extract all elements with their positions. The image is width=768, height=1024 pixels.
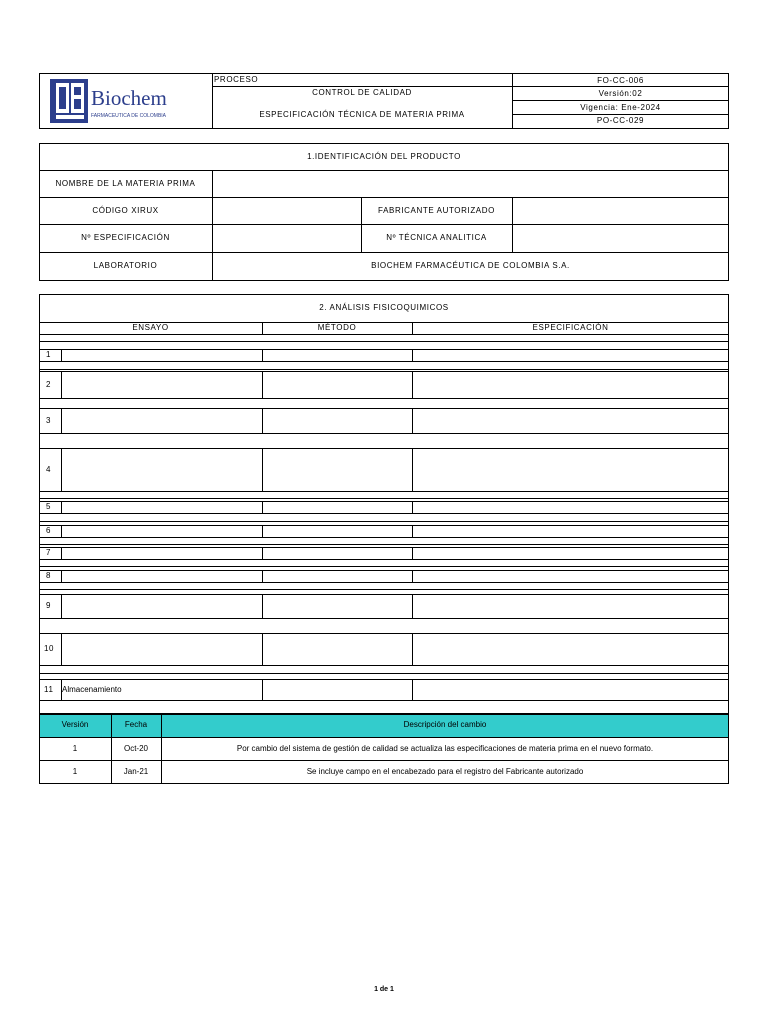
row-number: 9 <box>46 601 52 610</box>
laboratorio-value: BIOCHEM FARMACÉUTICA DE COLOMBIA S.A. <box>371 261 570 270</box>
change-fecha: Oct-20 <box>123 744 148 753</box>
col-fecha-header: Fecha <box>124 720 148 729</box>
identification-title: 1.IDENTIFICACIÓN DEL PRODUCTO <box>307 152 461 161</box>
col-version-header: Versión <box>61 720 89 729</box>
page-number: 1 de 1 <box>374 986 394 993</box>
change-descripcion: Por cambio del sistema de gestión de calidad se actualiza las especificaciones de materia prima en el nuevo formato. <box>236 744 654 753</box>
ensayo-almacenamiento: Almacenamiento <box>62 685 122 694</box>
row-number: 6 <box>46 526 52 535</box>
document-title: ESPECIFICACIÓN TÉCNICA DE MATERIA PRIMA <box>259 110 465 119</box>
codigo-xirux-label: CÓDIGO XIRUX <box>92 206 159 215</box>
analysis-title: 2. ANÁLISIS FISICOQUIMICOS <box>319 303 449 312</box>
area-label: CONTROL DE CALIDAD <box>312 88 412 97</box>
col-ensayo-header: ENSAYO <box>132 323 169 332</box>
col-descripcion-header: Descripción del cambio <box>403 720 487 729</box>
col-especificacion-header: ESPECIFICACIÓN <box>532 323 609 332</box>
row-number: 11 <box>44 685 54 694</box>
change-fecha: Jan-21 <box>123 767 149 776</box>
row-number: 8 <box>46 571 52 580</box>
row-number: 10 <box>44 644 55 653</box>
document-procedure: PO-CC-029 <box>596 116 645 125</box>
row-number: 7 <box>46 548 52 557</box>
row-number: 2 <box>46 380 52 389</box>
row-number: 4 <box>46 465 52 474</box>
nombre-materia-prima-label: NOMBRE DE LA MATERIA PRIMA <box>55 179 196 188</box>
document-vigencia: Vigencia: Ene-2024 <box>580 103 661 112</box>
tecnica-label: Nº TÉCNICA ANALITICA <box>386 233 487 242</box>
col-metodo-header: MÉTODO <box>317 323 357 332</box>
fabricante-label: FABRICANTE AUTORIZADO <box>378 206 495 215</box>
row-number: 3 <box>46 416 52 425</box>
proceso-label: PROCESO <box>214 75 259 84</box>
laboratorio-label: LABORATORIO <box>93 261 158 270</box>
change-descripcion: Se incluye campo en el encabezado para el registro del Fabricante autorizado <box>306 767 584 776</box>
row-number: 1 <box>46 350 52 359</box>
document-version: Versión:02 <box>598 89 643 98</box>
row-number: 5 <box>46 502 52 511</box>
logo-text: Biochem <box>91 86 167 110</box>
logo-subtitle: FARMACEUTICA DE COLOMBIA <box>91 113 167 119</box>
especificacion-label: Nº ESPECIFICACIÓN <box>81 233 170 242</box>
document-code: FO-CC-006 <box>597 76 644 85</box>
change-version: 1 <box>72 744 78 753</box>
change-version: 1 <box>72 767 78 776</box>
